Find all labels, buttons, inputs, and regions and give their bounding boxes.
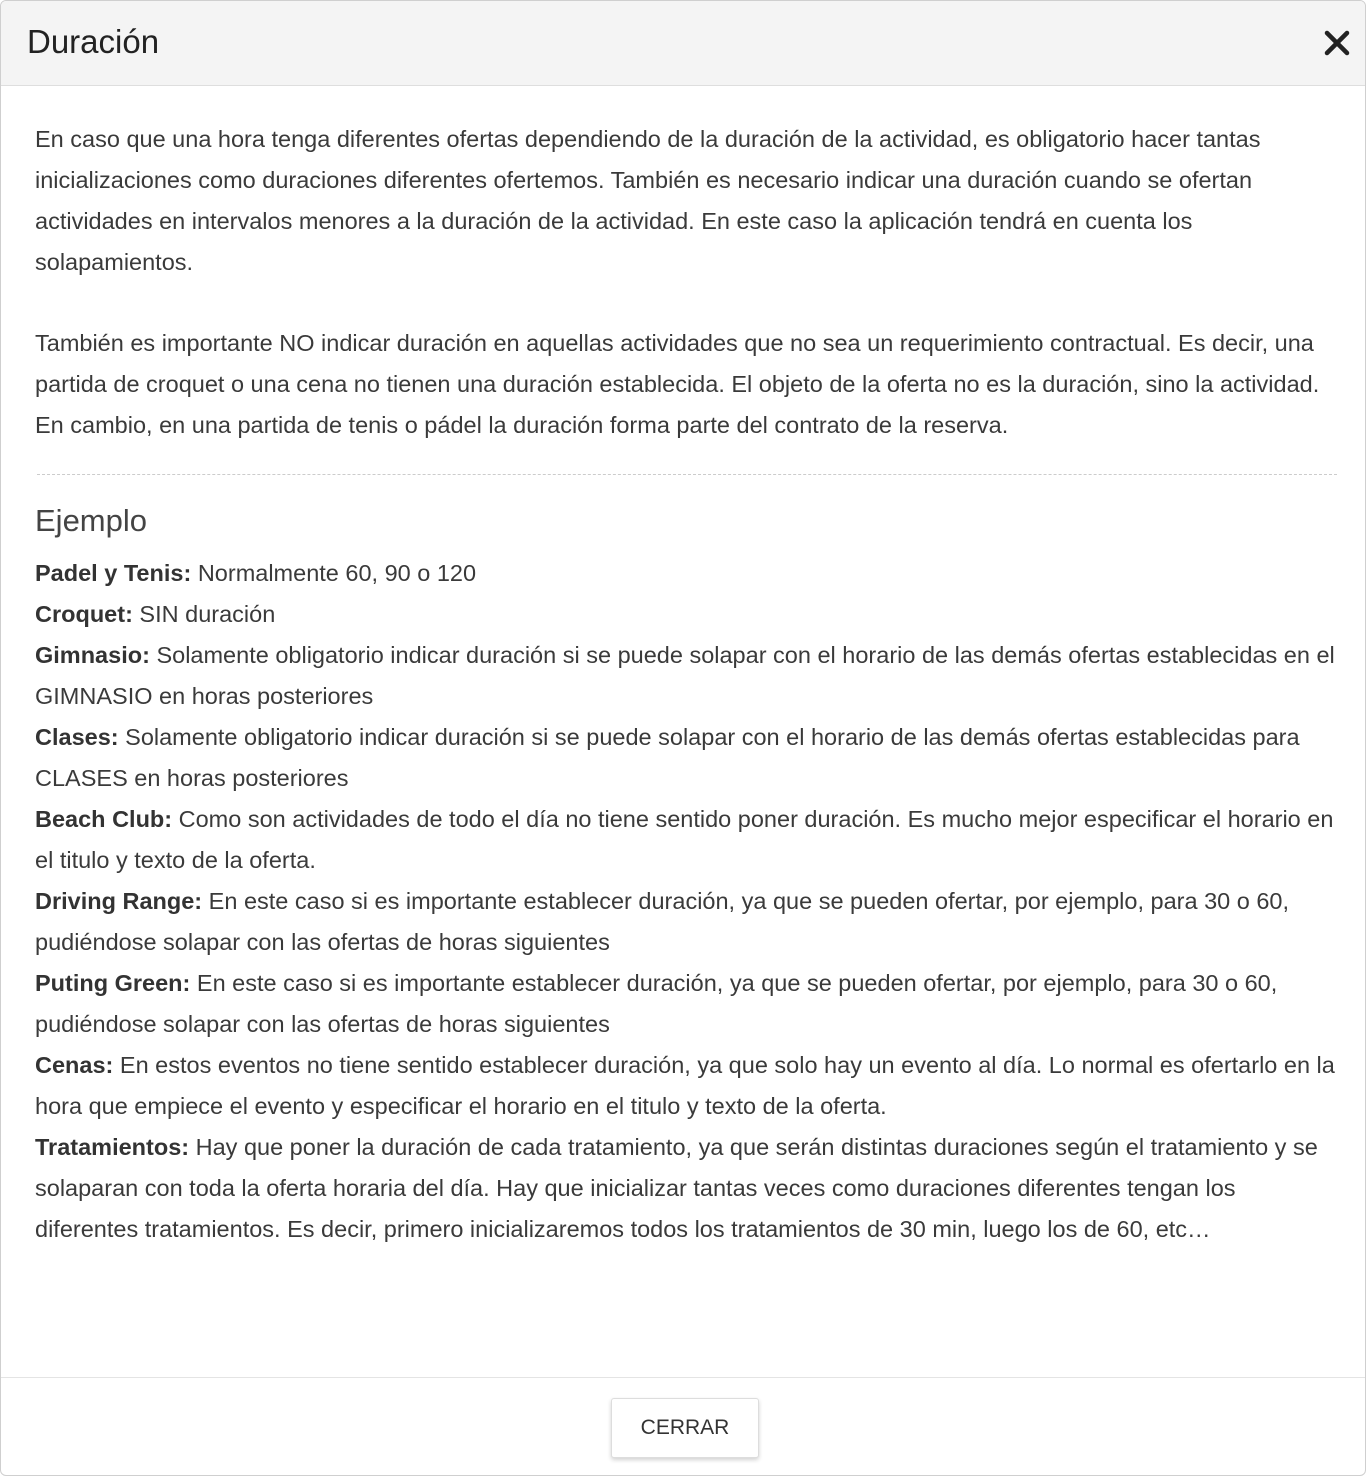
example-heading: Ejemplo [35, 503, 147, 538]
dialog-title: Duración [27, 23, 160, 60]
dialog-footer [1, 1377, 1365, 1476]
example-label: Driving Range: [35, 888, 203, 914]
example-text: En este caso si es importante establecer duración, ya que se pueden ofertar, por ejemplo, para 30 o 60, pudiéndose solapar con las ofertas de horas siguientes [35, 888, 1290, 955]
example-text: Solamente obligatorio indicar duración si se puede solapar con el horario de las demás ofertas establecidas en el GIMNASIO en horas posteriores [35, 642, 1335, 709]
dialog-header [1, 1, 1365, 86]
example-item-driving-range [35, 881, 1339, 963]
example-text: SIN duración [132, 601, 276, 627]
note-paragraph: También es importante NO indicar duración en aquellas actividades que no sea un requerimiento contractual. Es decir, una partida de croquet o una cena no tienen una duración establecida. El objeto de la oferta no es la duración, sino la actividad. En cambio, en una partida de tenis o pádel la duración forma parte del contrato de la reserva. [35, 330, 1320, 438]
example-label: Gimnasio: [35, 642, 150, 668]
example-label: Croquet: [35, 601, 133, 627]
dialog-body [35, 119, 1339, 1250]
example-text: Normalmente 60, 90 o 120 [191, 560, 477, 586]
section-divider [37, 474, 1337, 475]
example-item-puting-green [35, 963, 1339, 1045]
example-text: En este caso si es importante establecer duración, ya que se pueden ofertar, por ejemplo, para 30 o 60, pudiéndose solapar con las ofertas de horas siguientes [35, 970, 1278, 1037]
example-item-padel-tenis [35, 553, 1339, 594]
example-text: Como son actividades de todo el día no tiene sentido poner duración. Es mucho mejor especificar el horario en el titulo y texto de la oferta. [35, 806, 1334, 873]
example-item-croquet [35, 594, 1339, 635]
example-item-tratamientos [35, 1127, 1339, 1250]
example-item-cenas [35, 1045, 1339, 1127]
intro-paragraph: En caso que una hora tenga diferentes ofertas dependiendo de la duración de la actividad, es obligatorio hacer tantas inicializaciones como duraciones diferentes ofertemos. También es necesario indicar una duración cuando se ofertan actividades en intervalos menores a la duración de la actividad. En este caso la aplicación tendrá en cuenta los solapamientos. [35, 126, 1261, 275]
example-label: Tratamientos: [35, 1134, 190, 1160]
example-list [35, 553, 1339, 1250]
example-label: Clases: [35, 724, 119, 750]
example-item-beach-club [35, 799, 1339, 881]
close-icon [1317, 23, 1357, 63]
close-button[interactable] [1317, 23, 1357, 63]
example-text: Solamente obligatorio indicar duración si se puede solapar con el horario de las demás ofertas establecidas para CLASES en horas posteriores [35, 724, 1300, 791]
example-text: En estos eventos no tiene sentido establecer duración, ya que solo hay un evento al día. Lo normal es ofertarlo en la hora que empiece el evento y especificar el horario en el titulo y texto de la oferta. [35, 1052, 1335, 1119]
example-label: Cenas: [35, 1052, 114, 1078]
example-item-gimnasio [35, 635, 1339, 717]
example-label: Beach Club: [35, 806, 173, 832]
example-item-clases [35, 717, 1339, 799]
example-label: Padel y Tenis: [35, 560, 192, 586]
cerrar-button[interactable]: CERRAR [611, 1398, 759, 1458]
example-text: Hay que poner la duración de cada tratamiento, ya que serán distintas duraciones según el tratamiento y se solaparan con toda la oferta horaria del día. Hay que inicializar tantas veces como duraciones diferentes tengan los diferentes tratamientos. Es decir, primero inicializaremos todos los tratamientos de 30 min, luego los de 60, etc… [35, 1134, 1318, 1242]
example-label: Puting Green: [35, 970, 191, 996]
